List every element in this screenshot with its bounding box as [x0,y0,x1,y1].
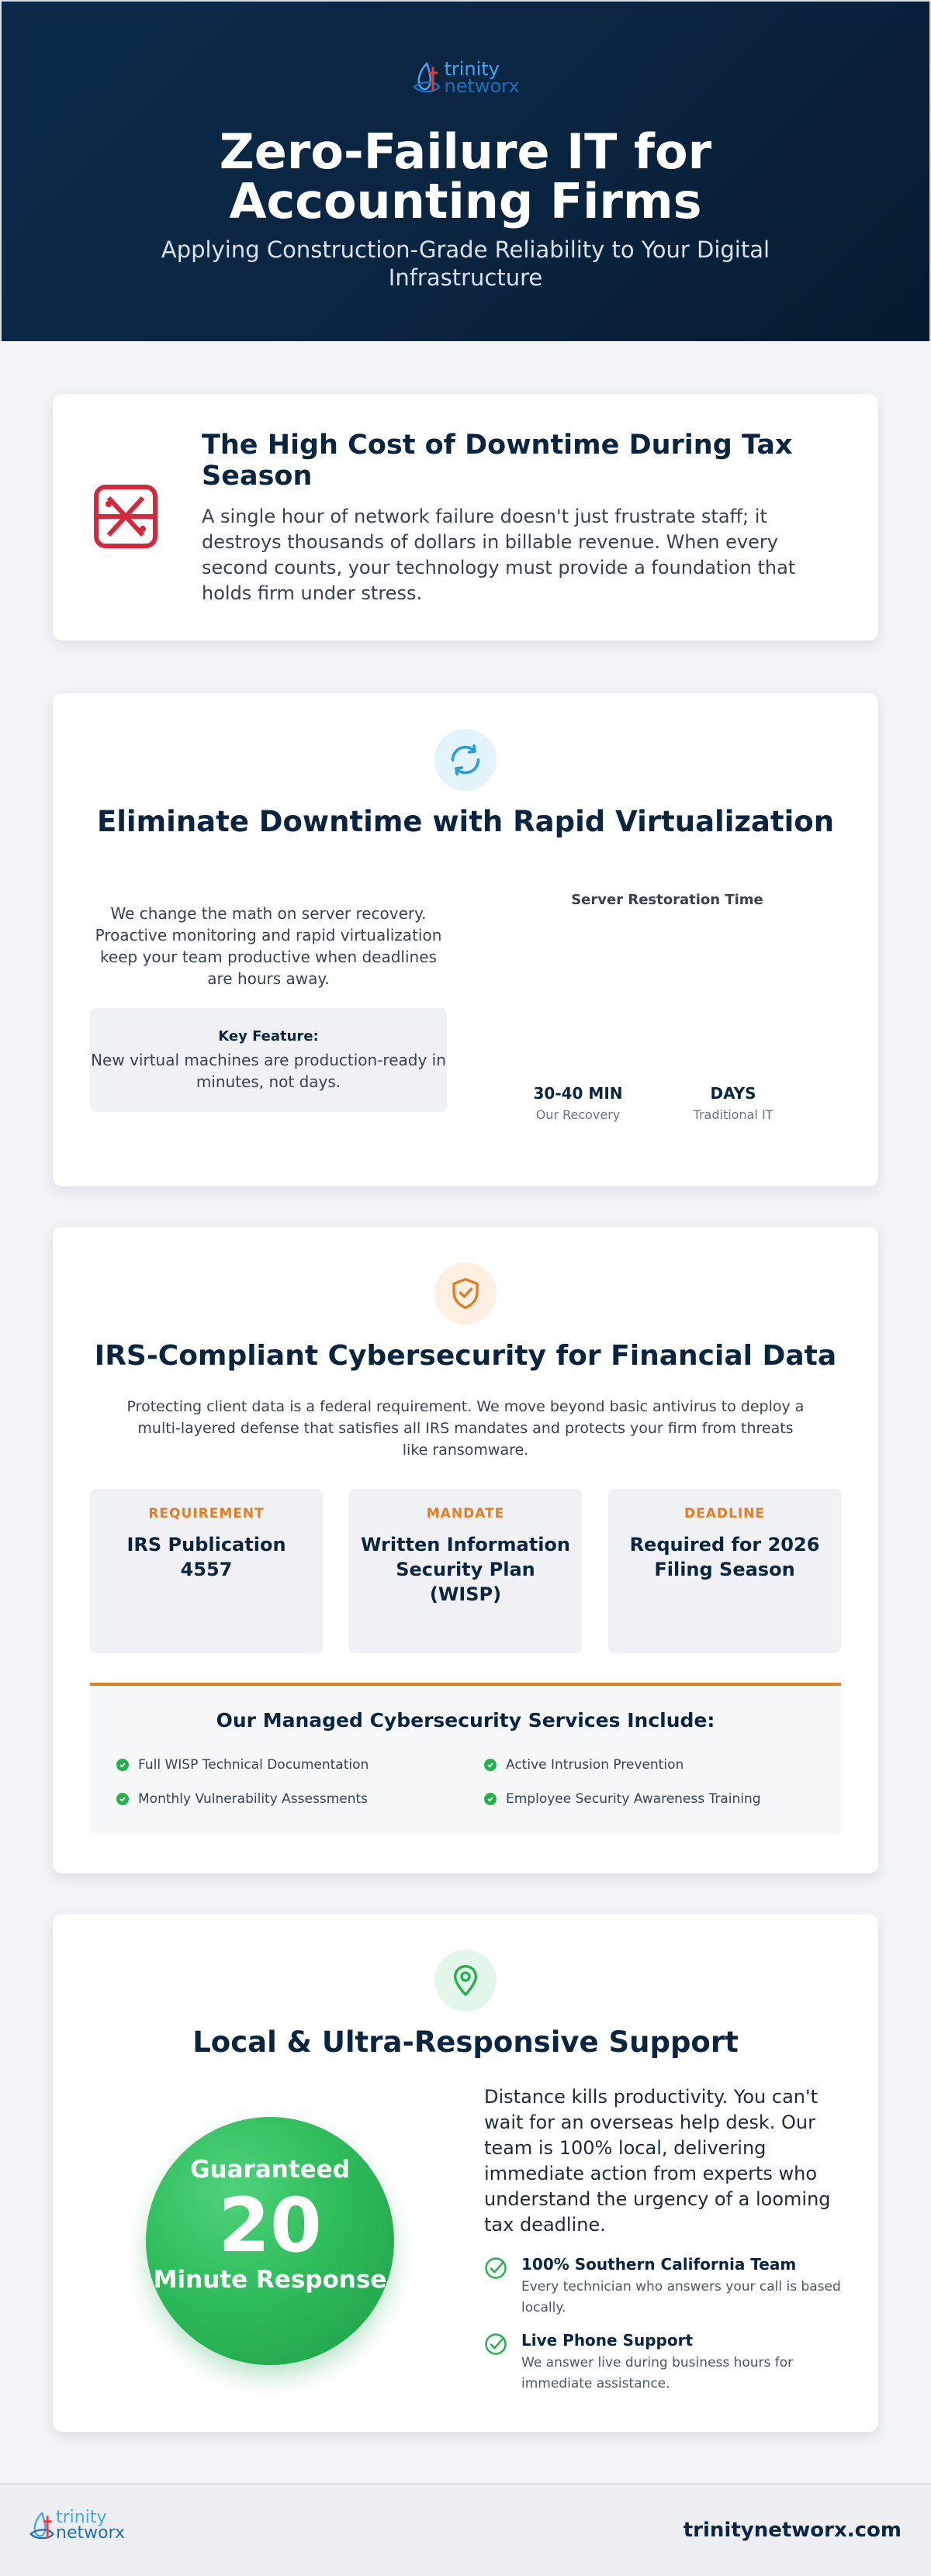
requirement-key: REQUIREMENT [148,1506,265,1521]
service-label: Monthly Vulnerability Assessments [138,1791,369,1807]
restoration-chart-title: Server Restoration Time [571,892,763,908]
shield-check-icon [434,1262,497,1324]
mandate-card [349,1489,582,1653]
service-item [484,1791,761,1807]
circle-check-icon [484,2333,507,2356]
cybersecurity-title: IRS-Compliant Cybersecurity for Financial Data [94,1340,837,1372]
support-title: Local & Ultra-Responsive Support [192,2025,739,2059]
downtime-card [53,394,878,641]
bullet-title: Live Phone Support [521,2331,694,2350]
service-item [116,1757,369,1773]
check-icon [484,1759,497,1771]
logo-text-line2: networx [56,2523,126,2543]
our-recovery-value: 30-40 MIN [533,1084,623,1103]
cybersecurity-description: Protecting client data is a federal requirement. We move beyond basic antivirus to deploy a multi-layered defense that satisfies all IRS mandates and protects your firm from threats like ransomware. [126,1398,805,1459]
location-pin-icon [434,1949,497,2011]
virtualization-description: We change the math on server recovery. Proactive monitoring and rapid virtualization keep your team productive when deadlines are hours away. [95,904,442,988]
page-subtitle: Applying Construction-Grade Reliability to Your Digital Infrastructure [161,237,770,291]
requirement-card [90,1489,323,1653]
logo-text-line1: trinity [444,58,500,80]
our-recovery-label: Our Recovery [535,1107,621,1122]
response-time-badge [146,2117,394,2365]
badge-bottom-text: Minute Response [153,2266,387,2294]
virtualization-title: Eliminate Downtime with Rapid Virtualization [96,805,835,838]
virtualization-card [53,693,878,1186]
page-title: Zero-Failure IT for Accounting Firms [219,123,712,230]
mandate-key: MANDATE [426,1506,505,1521]
trinity-knot-icon [411,60,442,95]
requirement-value: IRS Publication 4557 [126,1534,286,1580]
our-recovery-column [520,1084,636,1122]
deadline-value: Required for 2026 Filing Season [629,1534,820,1580]
check-icon [116,1793,129,1805]
key-feature-title: Key Feature: [218,1028,319,1045]
support-bullet [484,2255,841,2319]
check-icon [484,1793,497,1805]
badge-number: 20 [218,2182,322,2269]
support-description: Distance kills productivity. You can't wait for an overseas help desk. Our team is 100% local, delivering immediate action from experts who understand the urgency of a looming tax deadline. [484,2086,831,2236]
hero-header [0,0,931,341]
cybersecurity-card [53,1227,878,1873]
broken-connection-icon [92,482,160,551]
key-feature-text: New virtual machines are production-ready in minutes, not days. [91,1051,446,1091]
support-card [53,1914,878,2432]
footer [0,2483,931,2576]
service-label: Employee Security Awareness Training [506,1791,761,1807]
brand-logo[interactable] [411,51,519,104]
footer-logo[interactable] [28,2509,125,2542]
badge-top-text: Guaranteed [190,2156,350,2184]
services-panel [90,1683,841,1835]
circle-check-icon [484,2257,507,2280]
check-icon [116,1759,129,1771]
service-label: Full WISP Technical Documentation [138,1757,369,1773]
support-bullet [484,2331,841,2395]
trinity-knot-icon [28,2510,56,2541]
bullet-text: We answer live during business hours for immediate assistance. [521,2355,794,2391]
refresh-icon [434,729,497,791]
service-item [484,1757,684,1773]
downtime-body: A single hour of network failure doesn't just frustrate staff; it destroys thousands of dollars in billable revenue. When every second counts, your technology must provide a foundation that holds firm under stress. [202,506,796,604]
website-link[interactable]: trinitynetworx.com [683,2519,902,2542]
services-title: Our Managed Cybersecurity Services Include: [216,1709,715,1732]
deadline-card [608,1489,841,1653]
bullet-text: Every technician who answers your call is based locally. [521,2279,841,2315]
traditional-it-column [675,1084,791,1122]
key-feature-box [90,1008,447,1112]
logo-text-line2: networx [444,75,520,97]
logo-text-line1: trinity [56,2508,107,2527]
service-label: Active Intrusion Prevention [506,1757,684,1773]
restoration-chart [512,918,822,1073]
bullet-title: 100% Southern California Team [521,2255,797,2274]
traditional-it-label: Traditional IT [693,1107,774,1122]
service-item [116,1791,368,1807]
traditional-it-value: DAYS [710,1084,756,1103]
downtime-title: The High Cost of Downtime During Tax Season [202,430,793,492]
mandate-value: Written Information Security Plan (WISP) [360,1534,571,1605]
deadline-key: DEADLINE [684,1506,765,1521]
